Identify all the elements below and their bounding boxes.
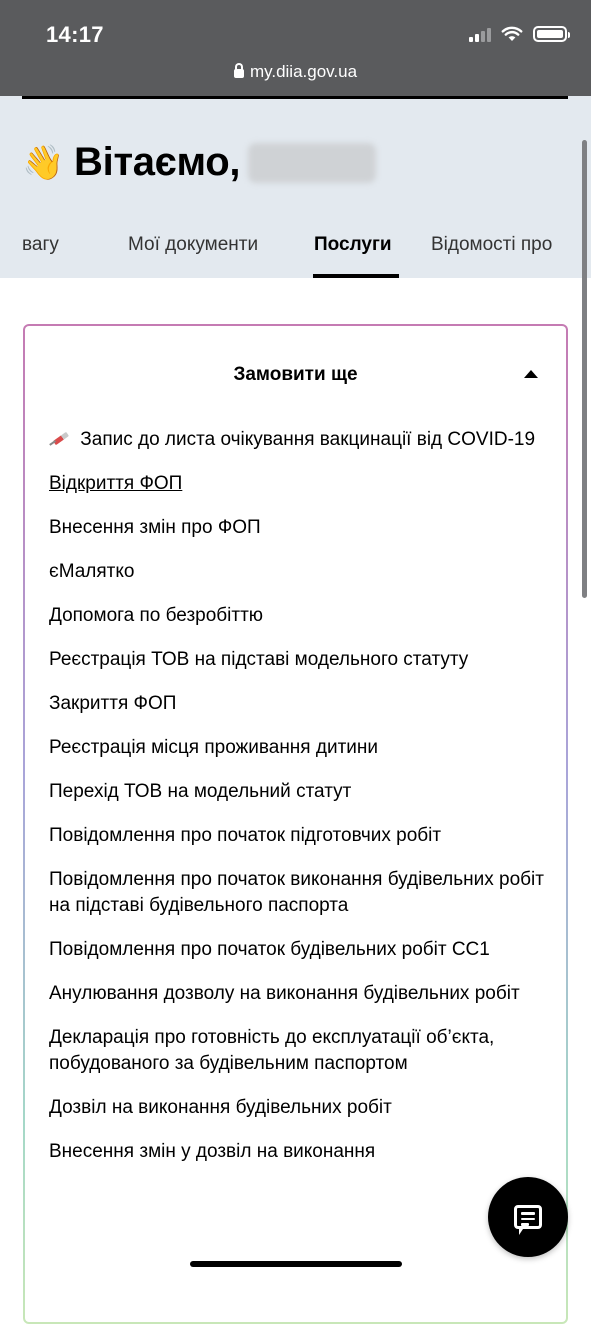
order-more-card <box>23 324 568 1324</box>
service-item[interactable]: Декларація про готовність до експлуатації об’єкта, побудованого за будівельним паспортом <box>49 1027 495 1074</box>
service-item[interactable]: Дозвіл на виконання будівельних робіт <box>49 1097 392 1118</box>
tab-my-documents[interactable]: Мої документи <box>128 234 259 255</box>
service-item[interactable]: Повідомлення про початок будівельних робіт СС1 <box>49 939 490 960</box>
status-time: 14:17 <box>46 22 104 47</box>
service-item[interactable]: Внесення змін про ФОП <box>49 517 261 538</box>
page-scrollbar[interactable] <box>582 140 587 598</box>
chat-button[interactable] <box>488 1177 568 1257</box>
page-header <box>0 96 591 278</box>
service-item[interactable]: єМалятко <box>49 561 135 582</box>
service-item[interactable]: Закриття ФОП <box>49 693 177 714</box>
service-label: Запис до листа очікування вакцинації від COVID-19 <box>80 429 536 450</box>
redacted-user-name <box>248 143 376 183</box>
status-icons <box>469 26 567 42</box>
card-title[interactable]: Замовити ще <box>233 364 358 385</box>
address-bar[interactable] <box>0 62 591 82</box>
service-item[interactable]: Внесення змін у дозвіл на виконання <box>49 1141 376 1162</box>
service-item[interactable]: Повідомлення про початок підготовчих робіт <box>49 825 442 846</box>
browser-status-bar <box>0 0 591 96</box>
syringe-icon <box>49 430 73 446</box>
tab-partial-left[interactable]: вагу <box>22 234 59 255</box>
service-item[interactable]: Реєстрація місця проживання дитини <box>49 737 378 758</box>
service-list <box>49 427 545 1183</box>
service-item[interactable] <box>49 427 545 453</box>
tab-info[interactable]: Відомості про <box>431 234 553 255</box>
service-item[interactable]: Анулювання дозволу на виконання будівельних робіт <box>49 983 520 1004</box>
battery-icon <box>533 26 567 42</box>
service-item[interactable]: Допомога по безробіттю <box>49 605 264 626</box>
cellular-signal-icon <box>469 26 491 42</box>
wifi-icon <box>501 26 523 42</box>
service-item[interactable]: Перехід ТОВ на модельний статут <box>49 781 352 802</box>
active-tab-indicator <box>313 274 399 278</box>
greeting <box>22 140 376 185</box>
lock-icon <box>234 69 244 78</box>
tab-services[interactable]: Послуги <box>314 234 392 255</box>
chat-message-icon <box>514 1205 542 1229</box>
service-item[interactable]: Повідомлення про початок виконання будівельних робіт на підставі будівельного паспорта <box>49 869 544 916</box>
header-divider <box>22 96 568 99</box>
url-text: my.diia.gov.ua <box>249 62 358 81</box>
waving-hand-icon: 👋 <box>22 143 65 182</box>
tab-bar <box>0 220 568 278</box>
home-indicator <box>190 1261 402 1267</box>
service-item[interactable]: Реєстрація ТОВ на підставі модельного статуту <box>49 649 469 670</box>
caret-up-icon[interactable] <box>524 370 538 378</box>
greeting-text: Вітаємо, <box>74 140 241 184</box>
service-item[interactable]: Відкриття ФОП <box>49 473 183 494</box>
